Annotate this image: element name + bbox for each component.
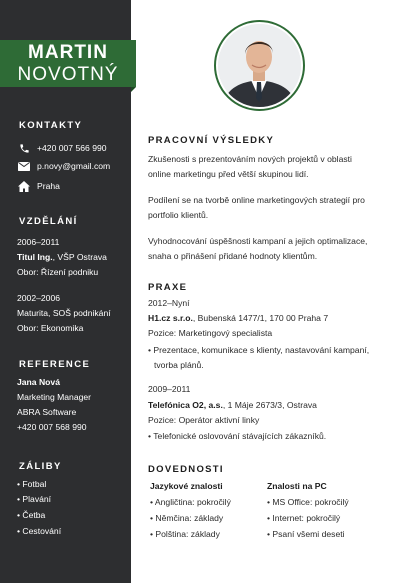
results-paragraph-line: online marketingu před větší skupinou lidí. [148,169,309,179]
education-years: 2006–2011 [17,237,60,247]
contact-phone [17,142,107,154]
education-degree: Titul Ing. [17,252,53,262]
job-duty-line: • Telefonické oslovování stávajících zákazníků. [148,431,327,441]
results-paragraph-line: Podílení se na tvorbě online marketingových strategií pro [148,195,365,205]
skills-column-title: Jazykové znalosti [150,481,223,491]
skills-column-title: Znalosti na PC [267,481,327,491]
reference-heading: REFERENCE [19,359,91,370]
hobby-item: • Plavání [17,494,52,504]
practice-heading: PRAXE [148,282,188,293]
home-icon [17,180,31,192]
skills-heading: DOVEDNOSTI [148,464,224,475]
contact-email [17,160,110,172]
reference-name-text: Jana Nová [17,377,60,387]
reference-phone: +420 007 568 990 [17,422,87,432]
banner-fold [131,87,136,92]
hobby-item: • Cestování [17,526,62,536]
results-paragraph-line: Vyhodnocování úspěšnosti kampaní a jejich optimalizace, [148,236,368,246]
education-field: Obor: Ekonomika [17,323,84,333]
contact-city [17,180,60,192]
job-company [148,313,328,324]
sidebar [0,0,131,583]
contact-city-text: Praha [37,181,60,191]
hobby-label: Cestování [22,526,62,536]
reference-company: ABRA Software [17,407,77,417]
phone-icon [17,142,31,154]
education-years: 2002–2006 [17,293,61,303]
contact-heading: KONTAKTY [19,120,83,131]
profile-photo [218,24,301,107]
job-duty-line: • Prezentace, komunikace s klienty, nastavování kampaní, [148,345,370,355]
job-company [148,400,317,411]
skill-item: • Internet: pokročilý [267,513,341,523]
job-company-name: Telefónica O2, a.s. [148,400,223,410]
hobby-item: • Četba [17,510,46,520]
skill-item: • Němčina: základy [150,513,224,523]
results-paragraph-line: portfolio klientů. [148,210,209,220]
job-position: Pozice: Marketingový specialista [148,328,273,338]
results-paragraph-line: snaha o přinášení přidané hodnoty klientům. [148,251,318,261]
skill-item: • MS Office: pokročilý [267,497,349,507]
education-school [17,252,107,263]
skill-item: • Polština: základy [150,529,220,539]
first-name: MARTIN [28,42,108,63]
name-banner [0,40,136,87]
education-school: Maturita, SOŠ podnikání [17,308,111,318]
job-duty-line: tvorba plánů. [154,360,204,370]
education-school-name: , VŠP Ostrava [52,252,107,262]
envelope-icon [17,160,31,172]
job-position: Pozice: Operátor aktivní linky [148,415,260,425]
hobby-label: Fotbal [22,479,47,489]
last-name: NOVOTNÝ [17,64,119,85]
job-company-address: , Bubenská 1477/1, 170 00 Praha 7 [192,313,329,323]
education-heading: VZDĚLÁNÍ [19,216,78,227]
skill-item: • Angličtina: pokročilý [150,497,231,507]
hobby-item: • Fotbal [17,479,47,489]
hobby-label: Četba [22,510,46,520]
contact-phone-text: +420 007 566 990 [37,143,107,153]
job-company-address: , 1 Máje 2673/3, Ostrava [222,400,317,410]
reference-role: Marketing Manager [17,392,92,402]
education-field: Obor: Řízení podniku [17,267,99,277]
job-period: 2009–2011 [148,384,191,394]
job-company-name: H1.cz s.r.o. [148,313,193,323]
results-paragraph-line: Zkušenosti s prezentováním nových projektů v oblasti [148,154,352,164]
skill-item: • Psaní všemi deseti [267,529,345,539]
reference-name [17,377,60,388]
job-period: 2012–Nyní [148,298,190,308]
hobbies-heading: ZÁLIBY [19,461,62,472]
hobby-label: Plavání [22,494,52,504]
contact-email-text[interactable]: p.novy@gmail.com [37,161,111,171]
results-heading: PRACOVNÍ VÝSLEDKY [148,135,275,146]
